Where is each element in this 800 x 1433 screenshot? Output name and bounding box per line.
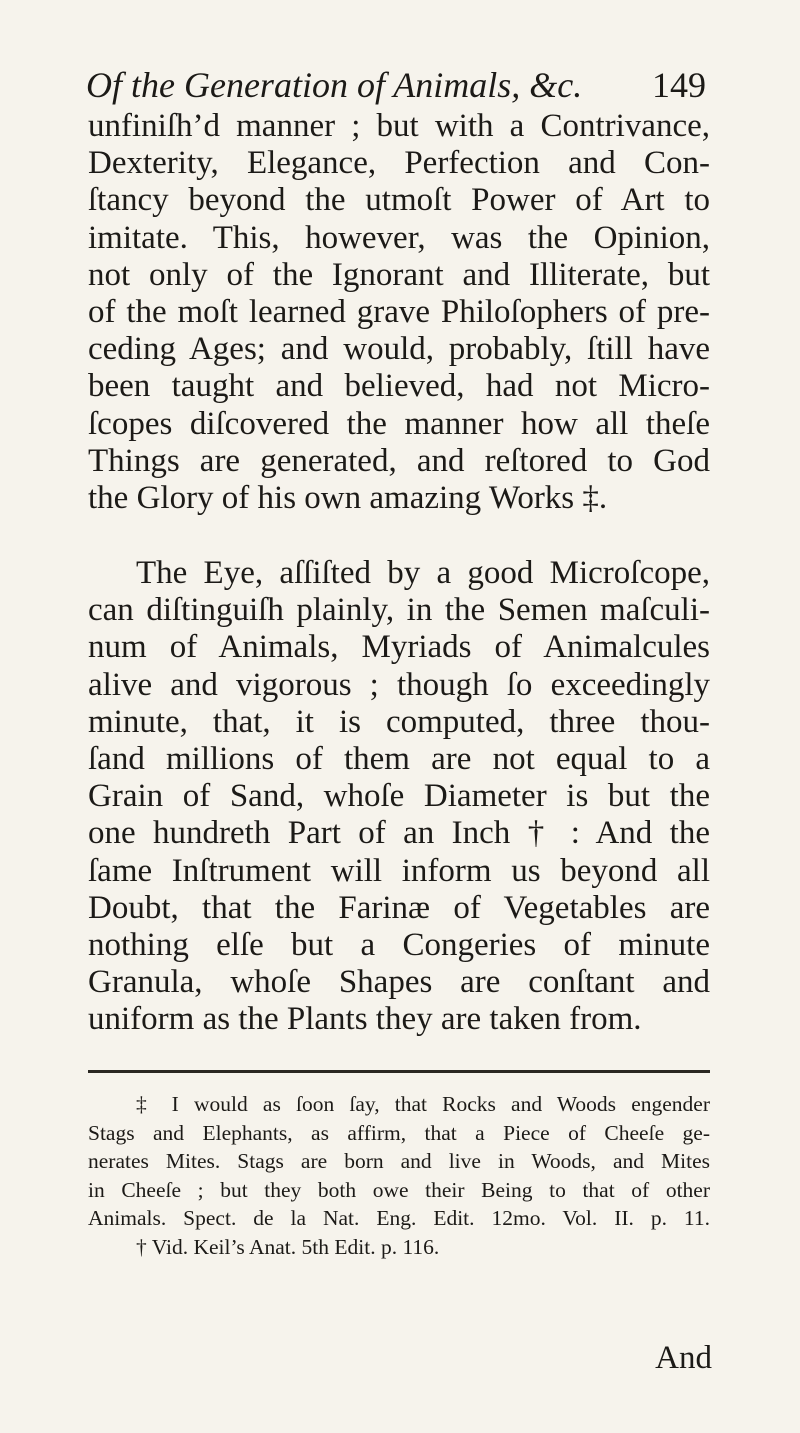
running-header <box>86 64 706 114</box>
running-title: Of the Generation of Animals, &c. <box>86 65 583 105</box>
text-line: of the moſt learned grave Philoſophers of pre- <box>88 293 710 330</box>
text-line: not only of the Ignorant and Illiterate, but <box>88 256 710 293</box>
text-line: ſtancy beyond the utmoſt Power of Art to <box>88 182 710 219</box>
main-text <box>88 108 710 1039</box>
footnote-line: Stags and Elephants, as affirm, that a Piece of Cheeſe ge- <box>88 1120 710 1145</box>
footnote-line: ‡ I would as ſoon ſay, that Rocks and Woods engender <box>136 1092 710 1116</box>
text-line: ſcopes diſcovered the manner how all theſe <box>88 405 710 442</box>
footnote-divider <box>88 1070 710 1073</box>
paragraph-1 <box>88 108 710 517</box>
text-line: imitate. This, however, was the Opinion, <box>88 219 710 256</box>
text-line: unfiniſh’d manner ; but with a Contrivance, <box>88 108 710 144</box>
footnote-line: in Cheeſe ; but they both owe their Being to that of other <box>88 1177 710 1202</box>
footnote-line: † Vid. Keil’s Anat. 5th Edit. p. 116. <box>136 1234 440 1259</box>
footnotes <box>88 1090 710 1262</box>
text-line: alive and vigorous ; though ſo exceedingly <box>88 666 710 703</box>
text-line: Things are generated, and reſtored to God <box>88 442 710 479</box>
text-line: can diſtinguiſh plainly, in the Semen maſculi- <box>88 592 710 629</box>
text-line: The Eye, aſſiſted by a good Microſcope, <box>136 555 710 592</box>
text-line: one hundreth Part of an Inch † : And the <box>88 815 710 852</box>
text-line: Dexterity, Elegance, Perfection and Con- <box>88 145 710 182</box>
text-line: minute, that, it is computed, three thou- <box>88 703 710 740</box>
text-line: uniform as the Plants they are taken from. <box>88 1001 642 1038</box>
footnote-line: Animals. Spect. de la Nat. Eng. Edit. 12mo. Vol. II. p. 11. <box>88 1206 710 1231</box>
text-line: ſame Inſtrument will inform us beyond all <box>88 852 710 889</box>
text-line: Granula, whoſe Shapes are conſtant and <box>88 964 710 1001</box>
paragraph-2 <box>88 555 710 1038</box>
text-line: Grain of Sand, whoſe Diameter is but the <box>88 778 710 815</box>
text-line: nothing elſe but a Congeries of minute <box>88 926 710 963</box>
text-line: Doubt, that the Farinæ of Vegetables are <box>88 889 710 926</box>
text-line: the Glory of his own amazing Works ‡. <box>88 479 608 516</box>
text-line: ſand millions of them are not equal to a <box>88 741 710 777</box>
page-number: 149 <box>652 65 706 105</box>
catchword: And <box>655 1340 712 1376</box>
text-line: been taught and believed, had not Micro- <box>88 368 710 405</box>
text-line: ceding Ages; and would, probably, ſtill have <box>88 331 710 368</box>
text-line: num of Animals, Myriads of Animalcules <box>88 629 710 666</box>
footnote-line: nerates Mites. Stags are born and live in Woods, and Mites <box>88 1149 710 1174</box>
